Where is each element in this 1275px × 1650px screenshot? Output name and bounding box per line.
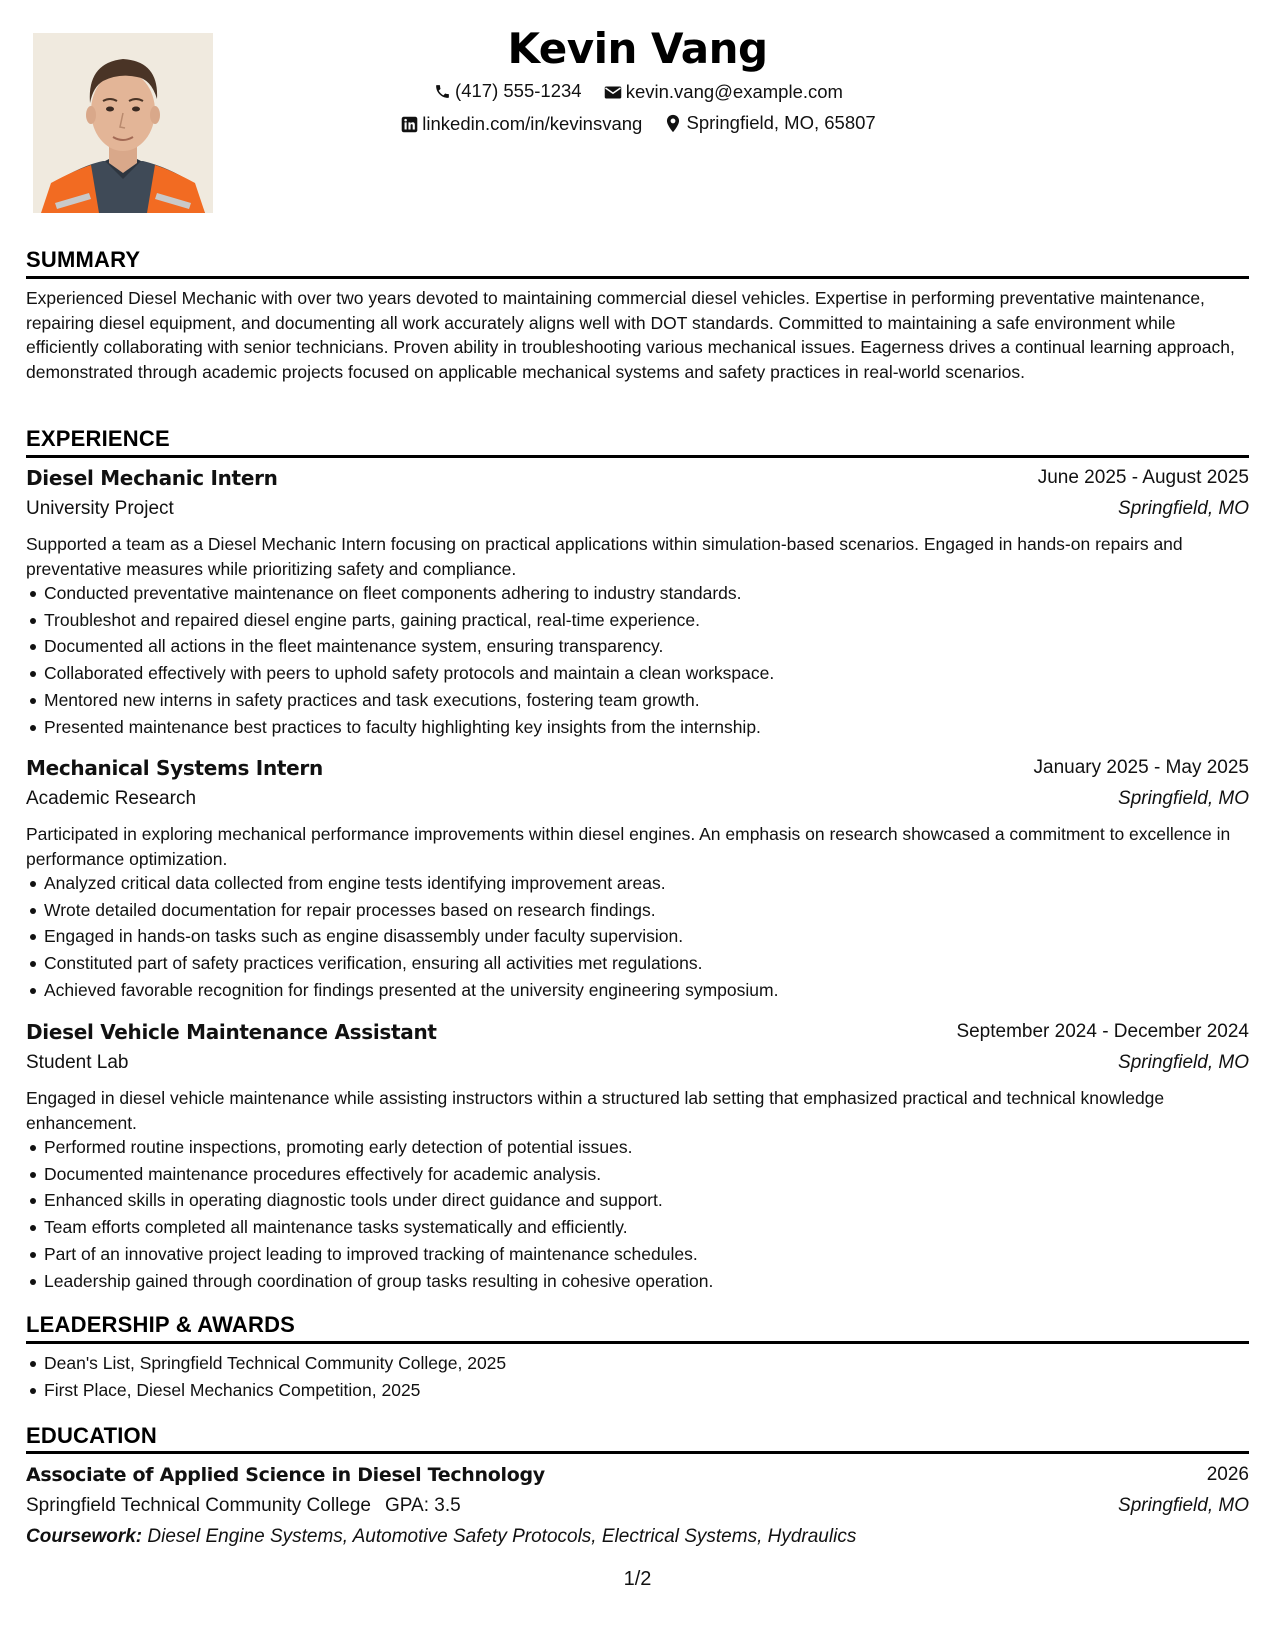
job-bullets bbox=[26, 580, 1246, 740]
coursework-label: Coursework: bbox=[26, 1526, 143, 1547]
list-item: Constituted part of safety practices verification, ensuring all activities met regulations. bbox=[26, 950, 1246, 977]
awards-divider bbox=[26, 1341, 1249, 1344]
experience-divider bbox=[26, 455, 1249, 458]
list-item: Engaged in hands-on tasks such as engine disassembly under faculty supervision. bbox=[26, 923, 1246, 950]
candidate-name: Kevin Vang bbox=[507, 24, 768, 73]
email-contact[interactable] bbox=[603, 81, 843, 103]
map-pin-icon bbox=[663, 113, 683, 133]
coursework-list: Diesel Engine Systems, Automotive Safety Protocols, Electrical Systems, Hydraulics bbox=[147, 1526, 857, 1547]
phone-text: (417) 555-1234 bbox=[455, 80, 582, 101]
list-item: First Place, Diesel Mechanics Competition, 2025 bbox=[26, 1377, 1246, 1404]
awards-heading: LEADERSHIP & AWARDS bbox=[26, 1312, 296, 1337]
job-bullets bbox=[26, 870, 1246, 1004]
list-item: Analyzed critical data collected from engine tests identifying improvement areas. bbox=[26, 870, 1246, 897]
list-item: Documented all actions in the fleet maintenance system, ensuring transparency. bbox=[26, 633, 1246, 660]
gpa-value: GPA: 3.5 bbox=[385, 1495, 461, 1516]
envelope-icon bbox=[603, 82, 623, 102]
linkedin-icon bbox=[399, 114, 419, 134]
list-item: Wrote detailed documentation for repair processes based on research findings. bbox=[26, 897, 1246, 924]
job-title: Diesel Mechanic Intern bbox=[26, 466, 278, 490]
summary-text: Experienced Diesel Mechanic with over two years devoted to maintaining commercial diesel vehicles. Expertise in performing preventative maintenance, repairing diesel equipment, and documenting all work accurately aligns well with DOT standards. Committed to maintaining a safe environment while efficiently collaborating with senior technicians. Proven ability in troubleshooting various mechanical issues. Eagerness drives a continual learning approach, demonstrated through academic projects focused on applicable mechanical systems and safety practices in real-world scenarios. bbox=[26, 288, 1235, 382]
phone-contact[interactable] bbox=[432, 80, 582, 102]
location-text: Springfield, MO, 65807 bbox=[686, 112, 876, 133]
phone-icon bbox=[432, 81, 452, 101]
list-item: Collaborated effectively with peers to uphold safety protocols and maintain a clean workspace. bbox=[26, 660, 1246, 687]
awards-list bbox=[26, 1350, 1246, 1403]
job-dates: September 2024 - December 2024 bbox=[956, 1021, 1249, 1042]
page-number: 1/2 bbox=[623, 1568, 652, 1590]
job-description: Engaged in diesel vehicle maintenance while assisting instructors within a structured lab setting that emphasized practical and technical knowledge enhancement. bbox=[26, 1088, 1165, 1133]
job-description: Supported a team as a Diesel Mechanic Intern focusing on practical applications within simulation-based scenarios. Engaged in hands-on repairs and preventative measures while prioritizing safety and compliance. bbox=[26, 534, 1183, 579]
list-item: Leadership gained through coordination of group tasks resulting in cohesive operation. bbox=[26, 1268, 1246, 1295]
job-title: Diesel Vehicle Maintenance Assistant bbox=[26, 1020, 437, 1044]
job-location: Springfield, MO bbox=[1118, 788, 1249, 809]
job-dates: January 2025 - May 2025 bbox=[1033, 757, 1249, 778]
school-location: Springfield, MO bbox=[1118, 1495, 1249, 1516]
contact-row-2 bbox=[0, 112, 1275, 138]
coursework-line bbox=[26, 1526, 856, 1548]
list-item: Presented maintenance best practices to faculty highlighting key insights from the internship. bbox=[26, 714, 1246, 741]
job-org: University Project bbox=[26, 498, 174, 519]
job-org: Academic Research bbox=[26, 788, 197, 809]
list-item: Dean's List, Springfield Technical Community College, 2025 bbox=[26, 1350, 1246, 1377]
email-text: kevin.vang@example.com bbox=[625, 81, 843, 102]
degree-title: Associate of Applied Science in Diesel Technology bbox=[26, 1464, 545, 1486]
list-item: Performed routine inspections, promoting early detection of potential issues. bbox=[26, 1134, 1246, 1161]
job-location: Springfield, MO bbox=[1118, 498, 1249, 519]
job-bullets bbox=[26, 1134, 1246, 1294]
list-item: Part of an innovative project leading to improved tracking of maintenance schedules. bbox=[26, 1241, 1246, 1268]
list-item: Team efforts completed all maintenance tasks systematically and efficiently. bbox=[26, 1214, 1246, 1241]
job-description: Participated in exploring mechanical performance improvements within diesel engines. An emphasis on research showcased a commitment to excellence in performance optimization. bbox=[26, 824, 1231, 869]
education-divider bbox=[26, 1451, 1249, 1454]
list-item: Documented maintenance procedures effectively for academic analysis. bbox=[26, 1161, 1246, 1188]
graduation-year: 2026 bbox=[1206, 1464, 1249, 1485]
linkedin-contact[interactable] bbox=[399, 113, 642, 135]
linkedin-text: linkedin.com/in/kevinsvang bbox=[422, 113, 643, 134]
job-title: Mechanical Systems Intern bbox=[26, 756, 323, 780]
education-heading: EDUCATION bbox=[26, 1423, 157, 1448]
school-name: Springfield Technical Community College bbox=[26, 1495, 371, 1516]
list-item: Mentored new interns in safety practices and task executions, fostering team growth. bbox=[26, 687, 1246, 714]
contact-row-1 bbox=[0, 80, 1275, 105]
list-item: Achieved favorable recognition for findings presented at the university engineering symposium. bbox=[26, 977, 1246, 1004]
job-location: Springfield, MO bbox=[1118, 1052, 1249, 1073]
job-dates: June 2025 - August 2025 bbox=[1037, 467, 1249, 488]
school-line bbox=[26, 1495, 461, 1517]
list-item: Enhanced skills in operating diagnostic tools under direct guidance and support. bbox=[26, 1187, 1246, 1214]
list-item: Troubleshot and repaired diesel engine parts, gaining practical, real-time experience. bbox=[26, 607, 1246, 634]
list-item: Conducted preventative maintenance on fleet components adhering to industry standards. bbox=[26, 580, 1246, 607]
summary-divider bbox=[26, 276, 1249, 279]
experience-heading: EXPERIENCE bbox=[26, 426, 170, 451]
summary-heading: SUMMARY bbox=[26, 247, 141, 272]
location-contact bbox=[663, 112, 875, 134]
job-org: Student Lab bbox=[26, 1052, 129, 1073]
